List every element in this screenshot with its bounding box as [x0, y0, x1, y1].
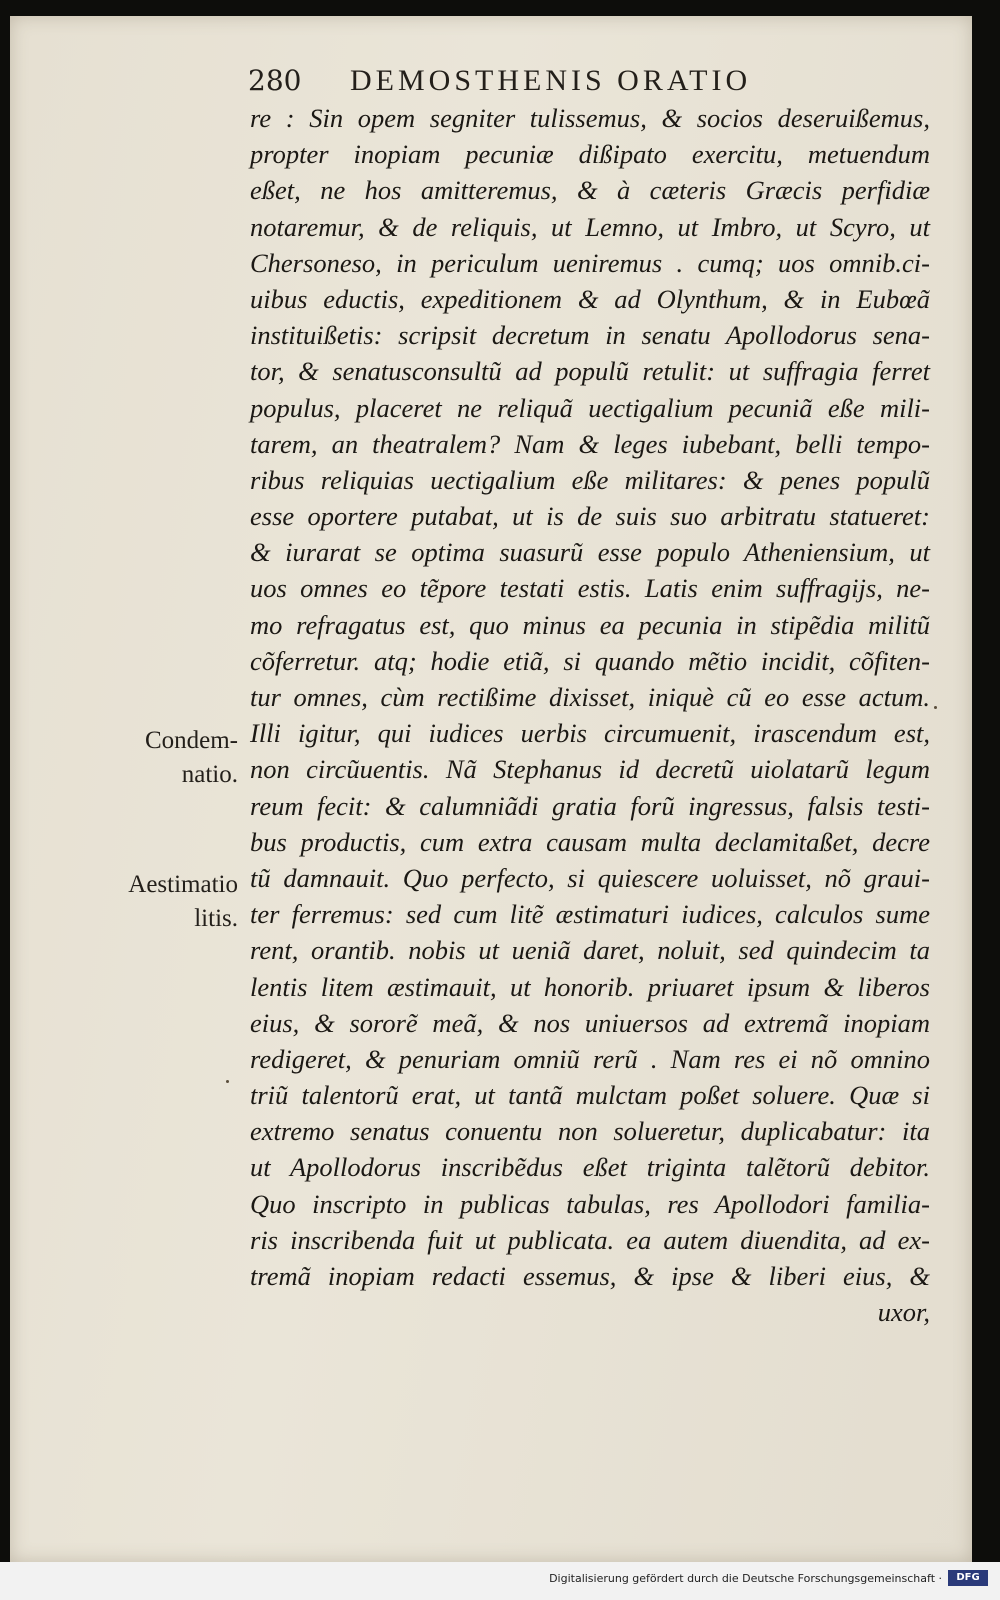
text-line: tarem, an theatralem? Nam & leges iubebant, belli tempo- [250, 428, 930, 459]
text-line: esse oportere putabat, ut is de suis suo arbitratu statueret: [250, 501, 930, 532]
footer-credit: Digitalisierung gefördert durch die Deutsche Forschungsgemeinschaft · [549, 1572, 942, 1585]
text-line: redigeret, & penuriam omniũ rerũ . Nam res ei nõ omnino [250, 1043, 930, 1074]
running-head-title: DEMOSTHENIS ORATIO [350, 64, 752, 97]
text-line: ut Apollodorus inscribẽdus eßet triginta talẽtorũ debitor. [250, 1152, 930, 1183]
margin-note-line: Aestimatio [128, 871, 238, 898]
text-line: uxor, [877, 1297, 930, 1328]
text-line: eius, & sororẽ meã, & nos uniuersos ad extremã inopiam [250, 1007, 930, 1038]
running-head [248, 64, 848, 104]
text-line: Quo inscripto in publicas tabulas, res Apollodori familia- [250, 1188, 930, 1219]
text-line: non circũuentis. Nã Stephanus id decretũ uiolatarũ legum [250, 754, 930, 785]
text-line: eßet, ne hos amitteremus, & à cæteris Græcis perfidiæ [250, 175, 930, 206]
text-line: ter ferremus: sed cum litẽ æstimaturi iudices, calculos sume [250, 899, 930, 930]
text-line: reum fecit: & calumniãdi gratia forũ ingressus, falsis testi- [250, 790, 930, 821]
margin-note-line: litis. [194, 905, 238, 932]
paper-speck [934, 706, 937, 709]
text-line: ribus reliquias uectigalium eße militares: & penes populũ [250, 464, 930, 495]
dfg-logo: DFG [948, 1570, 988, 1586]
text-line: propter inopiam pecuniæ dißipato exercitu, metuendum [250, 139, 930, 170]
text-line: tũ damnauit. Quo perfecto, si quiescere uoluisset, nõ graui- [250, 862, 930, 893]
text-line: mo refragatus est, quo minus ea pecunia in stipẽdia militũ [250, 609, 930, 640]
text-line: populus, placeret ne reliquã uectigalium pecuniã eße mili- [250, 392, 930, 423]
text-line: instituißetis: scripsit decretum in senatu Apollodorus sena- [250, 320, 930, 351]
text-line: tor, & senatusconsultũ ad populũ retulit: ut suffragia ferret [250, 356, 930, 387]
margin-note-condemnatio [106, 724, 238, 792]
text-line: Chersoneso, in periculum ueniremus . cumq; uos omnib.ci- [250, 247, 930, 278]
text-line: cõferretur. atq; hodie etiã, si quando mẽtio incidit, cõfiten- [250, 645, 930, 676]
text-line: bus productis, cum extra causam multa declamitaßet, decre [250, 826, 930, 857]
text-line: uibus eductis, expeditionem & ad Olynthum, & in Eubœã [250, 283, 930, 314]
body-text [250, 100, 930, 1330]
text-line: tur omnes, cùm rectißime dixisset, iniquè cũ eo esse actum. [250, 682, 930, 712]
book-page [10, 16, 972, 1562]
text-line: ris inscribenda fuit ut publicata. ea autem diuendita, ad ex- [250, 1224, 930, 1255]
digitization-footer [0, 1562, 1000, 1600]
margin-note-aestimatio [106, 868, 238, 936]
text-line: Illi igitur, qui iudices uerbis circumuenit, irascendum est, [250, 718, 930, 749]
text-line: re : Sin opem segniter tulissemus, & socios deseruißemus, [250, 103, 930, 133]
paper-speck [226, 1080, 229, 1083]
text-line: lentis litem æstimauit, ut honorib. priuaret ipsum & liberos [250, 971, 930, 1002]
text-line: rent, orantib. nobis ut ueniã daret, noluit, sed quindecim ta [250, 935, 930, 966]
text-line: extremo senatus conuentu non solueretur, duplicabatur: ita [250, 1116, 930, 1147]
text-line: uos omnes eo tẽpore testati estis. Latis enim suffragijs, ne- [250, 573, 930, 604]
text-line: triũ talentorũ erat, ut tantã mulctam poßet soluere. Quæ si [250, 1080, 930, 1111]
margin-note-line: natio. [181, 761, 238, 788]
margin-note-line: Condem- [144, 727, 238, 754]
text-line: tremã inopiam redacti essemus, & ipse & liberi eius, & [250, 1261, 930, 1291]
page-number: 280 [248, 64, 302, 97]
text-line: & iurarat se optima suasurũ esse populo Atheniensium, ut [250, 537, 930, 568]
text-line: notaremur, & de reliquis, ut Lemno, ut Imbro, ut Scyro, ut [250, 211, 930, 242]
